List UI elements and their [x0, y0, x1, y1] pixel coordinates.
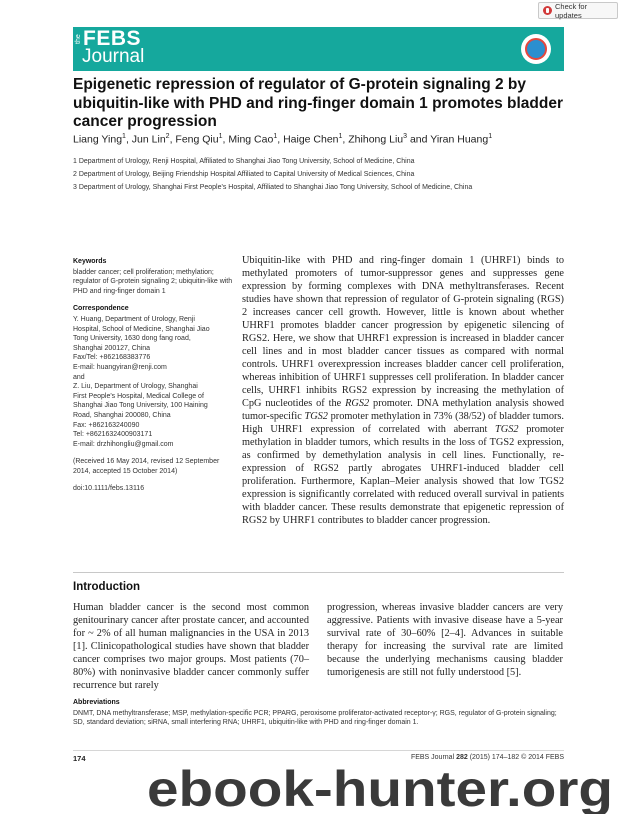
corr2-line: Tel: +8621632400903171: [73, 431, 153, 439]
author-name: Feng Qiu: [175, 133, 219, 146]
abstract-gene-name: TGS2: [495, 424, 519, 435]
introduction-heading: Introduction: [73, 581, 141, 593]
watermark-text: ebook-hunter.org: [147, 764, 613, 814]
footer-divider: [73, 750, 564, 751]
check-updates-icon: [543, 6, 552, 15]
section-divider: [73, 572, 564, 573]
check-updates-label: Check for updates: [555, 1, 588, 20]
author-affiliation-mark: 1: [488, 133, 493, 140]
citation-journal: FEBS Journal: [410, 754, 457, 761]
author-affiliation-mark: 1: [273, 133, 278, 140]
masthead-febs: FEBS: [83, 27, 142, 50]
author-affiliation-mark: 3: [403, 133, 408, 140]
affiliations: [73, 155, 613, 194]
journal-citation: [411, 754, 564, 761]
keywords-text: bladder cancer; cell proliferation; methylation; regulator of G-protein signaling 2; ubiquitin-like with PHD and ring-finger domain 1: [73, 268, 233, 295]
corr2-line: First People's Hospital, Medical College of: [73, 392, 204, 400]
citation-volume: 282: [456, 754, 468, 761]
check-for-updates-button[interactable]: [538, 2, 618, 19]
corr1-line: Y. Huang, Department of Urology, Renji: [73, 315, 195, 323]
corr2-line: Shanghai Jiao Tong University, 100 Haining: [73, 402, 208, 410]
citation-rest: (2015) 174–182 © 2014 FEBS: [467, 754, 564, 761]
introduction-column-right: progression, whereas invasive bladder cancers are very aggressive. Patients with invasive disease have a 5-year survival rate of 30–60% [2–4]. Advances in suitable therapy for increasing the survival rate are limited because the underlying mechanisms causing bladder tumorigenesis are still not fully understood [5].: [327, 602, 563, 678]
masthead-the: the: [75, 34, 82, 44]
corr1-line: Hospital, School of Medicine, Shanghai Jiao: [73, 325, 210, 333]
abstract-text: promoter methylation in bladder tumors, which results in the loss of TGS2 expression, as confirmed by demethylation analysis in cell lines. Functionally, re-expression of RGS2 partly abrogates UHRF1-induced bladder cell proliferation. Furthermore, Kaplan–Meier analysis showed that low TGS2 expression is significantly correlated with reduced overall survival in patients with bladder cancer. These results demonstrate that epigenetic repression of RGS2 by UHRF1 contributes to bladder cancer progression.: [242, 424, 564, 526]
affiliation-3: 3 Department of Urology, Shanghai First People's Hospital, Affiliated to Shanghai Jiao Tong University, School of Medicine, China: [73, 184, 473, 191]
watermark: [145, 764, 615, 814]
corr1-line: Tong University, 1630 dong fang road,: [73, 335, 191, 343]
corr2-line: Z. Liu, Department of Urology, Shanghai: [73, 383, 198, 391]
doi-link[interactable]: doi:10.1111/febs.13116: [73, 485, 145, 493]
author-affiliation-mark: 1: [338, 133, 343, 140]
masthead-journal: Journal: [82, 46, 145, 67]
correspondence-heading: Correspondence: [73, 305, 129, 313]
author-name: Haige Chen: [283, 133, 339, 146]
affiliation-2: 2 Department of Urology, Beijing Friendship Hospital Affiliated to Capital University of Medical Sciences, China: [73, 171, 415, 178]
corr2-line: Fax: +862163240090: [73, 421, 140, 429]
abbreviations-heading: Abbreviations: [73, 699, 120, 706]
article-sidebar: [73, 257, 233, 502]
journal-masthead: [73, 27, 564, 71]
abstract-text: Ubiquitin-like with PHD and ring-finger domain 1 (UHRF1) binds to methylated promoters of tumor-suppressor genes and suppresses gene expression by forming complexes with DNA methyltransferases. Recent studies have shown that repression of regulator of G-protein signaling (RGS) 2 increases cancer cell growth. However, little is known about whether UHRF1 promotes bladder cancer progression by epigenetic silencing of RGS2. Here, we show that UHRF1 expression is increased in bladder cancer cell lines and in most bladder cancer tissues as compared with normal controls. UHRF1 overexpression increases bladder cancer cell proliferation, whereas inhibition of UHRF1 suppresses cell proliferation. In bladder cancer cells, UHRF1 inhibits RGS2 expression by increasing the methylation of CpG nucleotides of the: [242, 255, 564, 409]
author-name: Ming Cao: [228, 133, 274, 146]
author-affiliation-mark: 1: [218, 133, 223, 140]
corr1-email[interactable]: E-mail: huangyiran@renji.com: [73, 363, 167, 371]
affiliation-1: 1 Department of Urology, Renji Hospital, Affiliated to Shanghai Jiao Tong University, School of Medicine, China: [73, 158, 415, 165]
corr-and: and: [73, 373, 85, 381]
febs-seal-icon: [521, 34, 551, 64]
author-name: Jun Lin: [131, 133, 166, 146]
abstract-gene-name: RGS2: [345, 398, 370, 409]
author-affiliation-mark: 2: [165, 133, 170, 140]
article-title: Epigenetic repression of regulator of G-protein signaling 2 by ubiquitin-like with PHD and ring-finger domain 1 promotes bladder cancer progression: [73, 76, 563, 130]
corr1-line: Fax/Tel: +862168383776: [73, 354, 151, 362]
corr1-line: Shanghai 200127, China: [73, 344, 151, 352]
keywords-heading: Keywords: [73, 258, 107, 265]
author-affiliation-mark: 1: [122, 133, 126, 140]
abstract-text: promoter methylation in 73% (38/52) of bladder tumors. High UHRF1 expression of correlated with aberrant: [242, 411, 564, 435]
author-name: Liang Ying: [73, 133, 123, 146]
abbreviations-text: DNMT, DNA methyltransferase; MSP, methylation-specific PCR; PPARG, peroxisome proliferator-activated receptor-γ; RGS, regulator of G-protein signaling; SD, standard deviation; siRNA, small interfering RNA; UHRF1, ubiquitin-like with PHD and ring-finger domain 1.: [73, 709, 557, 726]
abstract-gene-name: TGS2: [304, 411, 328, 422]
page-number: 174: [73, 754, 86, 763]
abbreviations: [73, 698, 564, 728]
author-name: Yiran Huang: [430, 133, 489, 146]
author-list: Liang Ying$^1$, Jun Lin$^2$, Feng Qiu$^1$, Ming Cao$^1$, Haige Chen$^1$, Zhihong Liu$^3$ and Yiran Huang$^1$: [73, 133, 493, 146]
introduction-column-left: Human bladder cancer is the second most common genitourinary cancer after prostate cancer, and accounted for ~ 2% of all human malignancies in the USA in 2013 [1]. Clinicopathological studies have shown that bladder cancer comprises two major groups. Most patients (70–80%) with noninvasive bladder cancer commonly suffer recurrence but rarely: [73, 602, 309, 691]
abstract-text: promoter. DNA methylation analysis showed tumor-specific: [242, 398, 564, 422]
corr2-email[interactable]: E-mail: drzhihongliu@gmail.com: [73, 440, 174, 448]
author-name: Zhihong Liu: [348, 133, 404, 146]
corr2-line: Road, Shanghai 200080, China: [73, 411, 171, 419]
received-dates: (Received 16 May 2014, revised 12 September 2014, accepted 15 October 2014): [73, 458, 220, 475]
abstract: [242, 254, 564, 527]
